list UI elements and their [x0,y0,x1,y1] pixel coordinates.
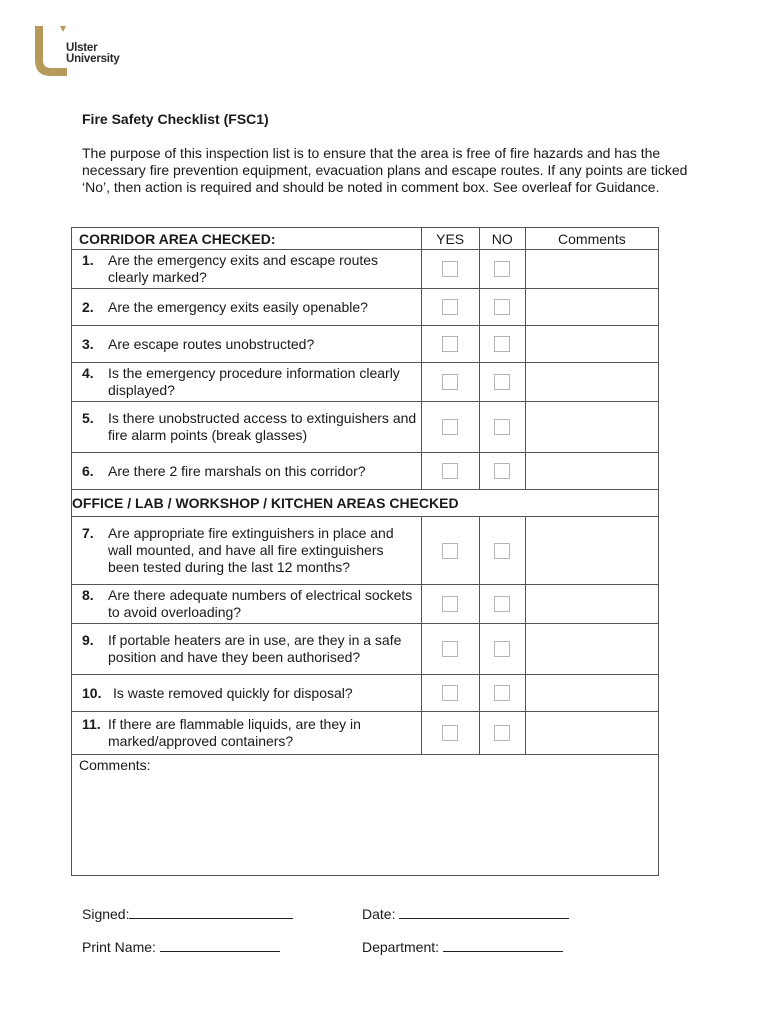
yes-cell [421,250,479,289]
no-cell [479,712,525,755]
table-row [72,250,659,289]
yes-cell [421,712,479,755]
no-cell [479,326,525,363]
question-text: If portable heaters are in use, are they in a safe position and have they been authorised? [108,632,402,665]
question-cell [72,289,422,326]
question-text: Are the emergency exits easily openable? [108,298,368,315]
question-cell [72,453,422,490]
question-number: 4. [82,365,94,381]
question-cell [72,585,422,624]
yes-cell [421,517,479,585]
yes-cell [421,585,479,624]
section-heading-corridor: CORRIDOR AREA CHECKED: [72,228,422,250]
comments-column-header: Comments [525,228,658,250]
department-line[interactable] [443,939,563,952]
ulster-logo-mark-icon [33,26,67,76]
no-checkbox[interactable] [494,336,510,352]
row-comment-cell[interactable] [525,585,658,624]
print-name-label: Print Name: [82,939,156,955]
question-number: 3. [82,335,94,352]
no-checkbox[interactable] [494,596,510,612]
ulster-university-logo [33,24,143,76]
no-checkbox[interactable] [494,261,510,277]
row-comment-cell[interactable] [525,453,658,490]
question-number: 5. [82,410,94,426]
no-cell [479,402,525,453]
question-text: Are there adequate numbers of electrical sockets to avoid overloading? [108,587,413,620]
table-row [72,712,659,755]
question-cell [72,326,422,363]
table-row [72,585,659,624]
signed-line[interactable] [129,906,293,919]
date-label: Date: [362,906,396,922]
yes-checkbox[interactable] [442,641,458,657]
yes-cell [421,675,479,712]
question-text: Is there unobstructed access to extinguishers and fire alarm points (break glasses) [108,410,417,443]
question-number: 1. [82,252,94,268]
row-comment-cell[interactable] [525,363,658,402]
no-cell [479,675,525,712]
question-cell [72,363,422,402]
logo-line-1: Ulster [66,42,98,54]
yes-checkbox[interactable] [442,596,458,612]
yes-column-header: YES [421,228,479,250]
yes-checkbox[interactable] [442,463,458,479]
yes-checkbox[interactable] [442,299,458,315]
row-comment-cell[interactable] [525,624,658,675]
question-number: 6. [82,462,94,479]
no-column-header: NO [479,228,525,250]
no-checkbox[interactable] [494,463,510,479]
no-cell [479,585,525,624]
table-row [72,402,659,453]
question-number: 8. [82,587,94,603]
checklist-table [71,227,659,876]
yes-checkbox[interactable] [442,685,458,701]
no-cell [479,250,525,289]
table-row [72,675,659,712]
yes-cell [421,453,479,490]
row-comment-cell[interactable] [525,712,658,755]
question-cell [72,624,422,675]
section-heading-office: OFFICE / LAB / WORKSHOP / KITCHEN AREAS CHECKED [72,490,659,517]
row-comment-cell[interactable] [525,402,658,453]
no-checkbox[interactable] [494,299,510,315]
table-header-row [72,228,659,250]
table-row [72,453,659,490]
yes-cell [421,402,479,453]
question-text: Are escape routes unobstructed? [108,335,315,352]
question-cell [72,675,422,712]
no-checkbox[interactable] [494,374,510,390]
row-comment-cell[interactable] [525,326,658,363]
row-comment-cell[interactable] [525,675,658,712]
question-cell [72,517,422,585]
no-checkbox[interactable] [494,543,510,559]
date-field[interactable] [362,906,569,922]
yes-cell [421,624,479,675]
yes-cell [421,326,479,363]
department-field[interactable] [362,939,563,955]
comments-box[interactable] [72,755,659,876]
table-row [72,517,659,585]
row-comment-cell[interactable] [525,517,658,585]
yes-cell [421,289,479,326]
department-label: Department: [362,939,440,955]
no-cell [479,453,525,490]
table-row [72,363,659,402]
no-checkbox[interactable] [494,685,510,701]
no-cell [479,624,525,675]
question-cell [72,402,422,453]
logo-wordmark [66,43,120,65]
signed-field[interactable] [82,906,293,922]
row-comment-cell[interactable] [525,250,658,289]
date-line[interactable] [399,906,569,919]
logo-line-2: University [66,53,120,65]
signed-label: Signed: [82,906,130,922]
no-cell [479,363,525,402]
intro-paragraph: The purpose of this inspection list is to ensure that the area is free of fire hazards and has the necessary fire prevention equipment, evacuation plans and escape routes. If any points are ticked ‘No’, then action is required and should be noted in comment box. See overleaf for Guidance. [82,145,688,195]
question-text: Are appropriate fire extinguishers in place and wall mounted, and have all fire extinguishers been tested during the last 12 months? [108,525,394,575]
yes-checkbox[interactable] [442,336,458,352]
yes-checkbox[interactable] [442,261,458,277]
comments-row [72,755,659,876]
question-cell [72,712,422,755]
print-name-field[interactable] [82,939,280,955]
question-cell [72,250,422,289]
no-checkbox[interactable] [494,419,510,435]
no-checkbox[interactable] [494,725,510,741]
question-number: 2. [82,298,94,315]
question-number: 10. [82,684,102,701]
no-cell [479,517,525,585]
question-text: Is waste removed quickly for disposal? [113,684,353,701]
comments-label: Comments: [79,757,151,773]
yes-checkbox[interactable] [442,419,458,435]
yes-checkbox[interactable] [442,374,458,390]
yes-cell [421,363,479,402]
print-name-line[interactable] [160,939,280,952]
yes-checkbox[interactable] [442,543,458,559]
table-row [72,624,659,675]
table-row [72,289,659,326]
question-text: Are there 2 fire marshals on this corridor? [108,462,366,479]
question-number: 11. [82,716,101,732]
page-title: Fire Safety Checklist (FSC1) [82,111,269,127]
table-row [72,326,659,363]
no-checkbox[interactable] [494,641,510,657]
no-cell [479,289,525,326]
section-row-office [72,490,659,517]
row-comment-cell[interactable] [525,289,658,326]
question-text: If there are flammable liquids, are they in marked/approved containers? [108,716,361,749]
question-number: 9. [82,632,94,648]
yes-checkbox[interactable] [442,725,458,741]
question-number: 7. [82,525,94,541]
question-text: Is the emergency procedure information clearly displayed? [108,365,400,398]
question-text: Are the emergency exits and escape routes clearly marked? [108,252,379,285]
